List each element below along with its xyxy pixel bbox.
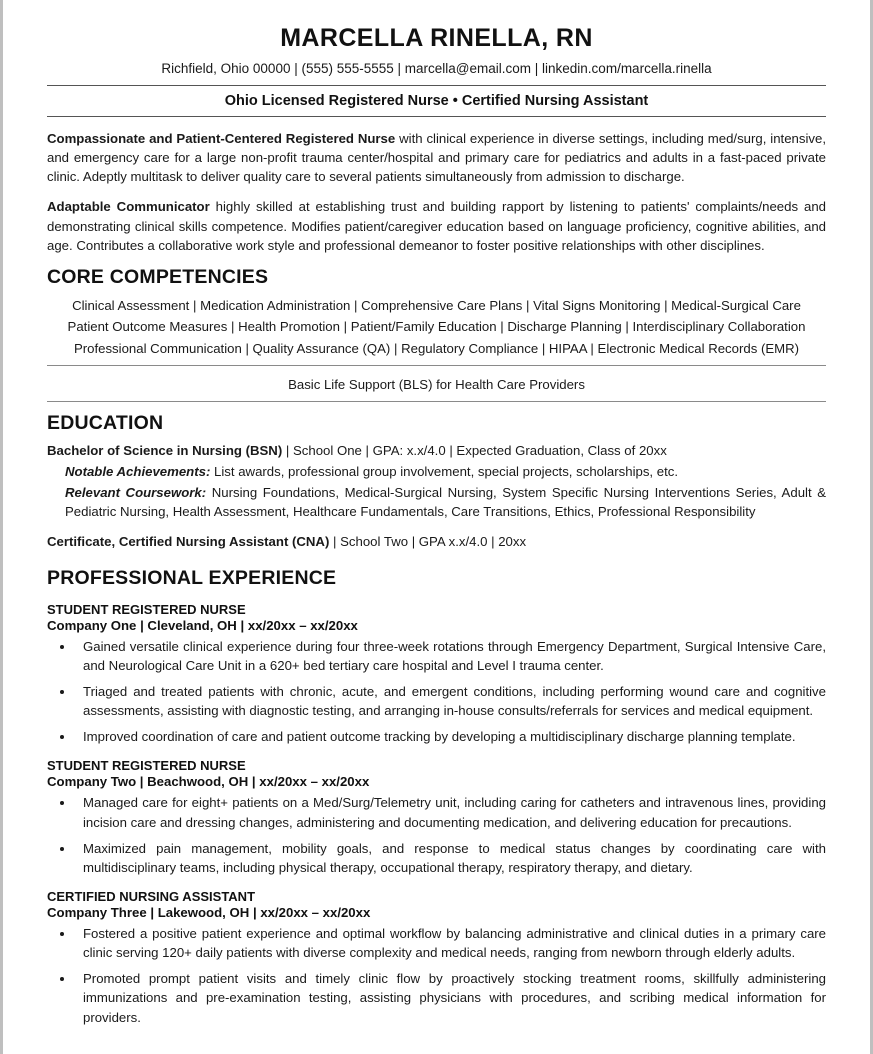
job-dates: xx/20xx – xx/20xx — [259, 774, 370, 790]
job-company-line — [47, 618, 826, 633]
education-certificate — [47, 532, 826, 551]
job-company: Company Two — [47, 774, 137, 790]
page-title: MARCELLA RINELLA, RN — [280, 24, 593, 52]
education-degree — [47, 441, 826, 460]
job-bullet: • Fostered a positive patient experience and optimal workflow by balancing administrative and clinical duties in a primary care clinic serving 120+ daily patients with diverse complexity and medical needs, ranging from newborn through elderly adults. — [75, 924, 826, 962]
degree-name: Bachelor of Science in Nursing (BSN) — [47, 442, 283, 458]
certificate-name: Certificate, Certified Nursing Assistant (CNA) — [47, 533, 330, 549]
summary-lead-1: Compassionate and Patient-Centered Registered Nurse — [47, 131, 396, 146]
job-company-line — [47, 905, 826, 920]
job-location: | Cleveland, OH | — [136, 617, 248, 633]
job-bullet: • Triaged and treated patients with chronic, acute, and emergent conditions, including performing wound care and cognitive assessments, assisting with diagnostic testing, and arranging in-house consults/referrals for services and medical equipment. — [75, 682, 826, 720]
summary-lead-2: Adaptable Communicator — [47, 199, 210, 215]
job-bullet: • Promoted prompt patient visits and timely clinic flow by proactively stocking treatment rooms, skillfully administering immunizations and pre-examination testing, assisting physicians with procedures, and scribing medical information for providers. — [75, 969, 826, 1026]
job-company: Company Three — [47, 904, 147, 920]
summary-paragraph-1 — [47, 129, 826, 186]
competency-line: Patient Outcome Measures | Health Promotion | Patient/Family Education | Discharge Planning | Interdisciplinary Collaboration — [67, 319, 806, 335]
summary-section — [47, 117, 826, 255]
education-achievements — [65, 462, 826, 481]
competency-line: Clinical Assessment | Medication Administration | Comprehensive Care Plans | Vital Signs Monitoring | Medical-Surgical Care — [72, 297, 801, 313]
job-bullet: • Maximized pain management, mobility goals, and response to medical status changes by coordinating care with multidisciplinary teams, including physical therapy, occupational therapy, respiratory therapy, and dietary. — [75, 839, 826, 877]
job-dates: xx/20xx – xx/20xx — [260, 904, 371, 920]
job-location: | Lakewood, OH | — [146, 904, 261, 920]
job-title: STUDENT REGISTERED NURSE — [47, 758, 246, 774]
competency-line: Professional Communication | Quality Assurance (QA) | Regulatory Compliance | HIPAA | Electronic Medical Records (EMR) — [73, 340, 800, 356]
summary-body-2: highly skilled at establishing trust and building rapport by listening to patients' complaints/needs and demonstrating clinical skills competence. Modifies patient/caregiver education based on language proficiency, cognitive abilities, and age. Contributes a collaborative work style and professional demeanor to foster positive relationships with other disciplines. — [47, 199, 826, 253]
education-coursework — [65, 483, 826, 521]
summary-paragraph-2 — [47, 197, 826, 254]
summary-body-1: with clinical experience in diverse settings, including med/surg, intensive, and emergency care for a large non-profit trauma center/hospital and primary care for pediatrics and adults in a fast-paced private clinic. Adeptly multitask to deliver quality care to several patients simultaneously from admission to discharge. — [47, 131, 826, 185]
achievements-text: List awards, professional group involvement, special projects, scholarships, etc. — [210, 464, 679, 480]
job-bullet-list — [47, 637, 826, 747]
education-heading: EDUCATION — [47, 411, 164, 434]
job-bullet: • Gained versatile clinical experience during four three-week rotations through Emergency Department, Surgical Intensive Care, and Neurological Care Unit in a 620+ bed tertiary care hospital and Level I trauma center. — [75, 637, 826, 675]
job-entry — [47, 602, 826, 747]
job-location: | Beachwood, OH | — [136, 774, 260, 790]
core-competencies-heading: CORE COMPETENCIES — [47, 265, 269, 288]
job-company: Company One — [47, 617, 137, 633]
job-bullet-list — [47, 793, 826, 877]
achievements-label: Notable Achievements: — [65, 464, 211, 480]
coursework-label: Relevant Coursework: — [65, 485, 207, 501]
job-company-line — [47, 774, 826, 789]
certification-line: Basic Life Support (BLS) for Health Care Providers — [288, 376, 585, 392]
job-title: CERTIFIED NURSING ASSISTANT — [47, 888, 256, 904]
contact-line: Richfield, Ohio 00000 | (555) 555-5555 | marcella@email.com | linkedin.com/marcella.rinella — [161, 61, 712, 76]
job-bullet: • Improved coordination of care and patient outcome tracking by developing a multidisciplinary discharge planning template. — [75, 727, 826, 746]
job-bullet: • Managed care for eight+ patients on a Med/Surg/Telemetry unit, including caring for catheters and intravenous lines, providing incision care and dressing changes, administering and documenting medication, and delivering education for precautions. — [75, 793, 826, 831]
experience-heading: PROFESSIONAL EXPERIENCE — [47, 566, 337, 589]
job-bullet-list — [47, 924, 826, 1027]
job-title: STUDENT REGISTERED NURSE — [47, 601, 246, 617]
job-dates: xx/20xx – xx/20xx — [247, 617, 358, 633]
certificate-details: | School Two | GPA x.x/4.0 | 20xx — [329, 533, 527, 549]
divider-below-certification — [47, 401, 826, 402]
coursework-text: Nursing Foundations, Medical-Surgical Nursing, System Specific Nursing Interventions Series, Adult & Pediatric Nursing, Health Assessment, Healthcare Fundamentals, Care Transitions, Ethics, Professional Responsibility — [65, 485, 826, 520]
professional-headline: Ohio Licensed Registered Nurse • Certified Nursing Assistant — [224, 93, 649, 109]
degree-details: | School One | GPA: x.x/4.0 | Expected Graduation, Class of 20xx — [282, 442, 667, 458]
job-entry — [47, 758, 826, 877]
job-entry — [47, 889, 826, 1027]
